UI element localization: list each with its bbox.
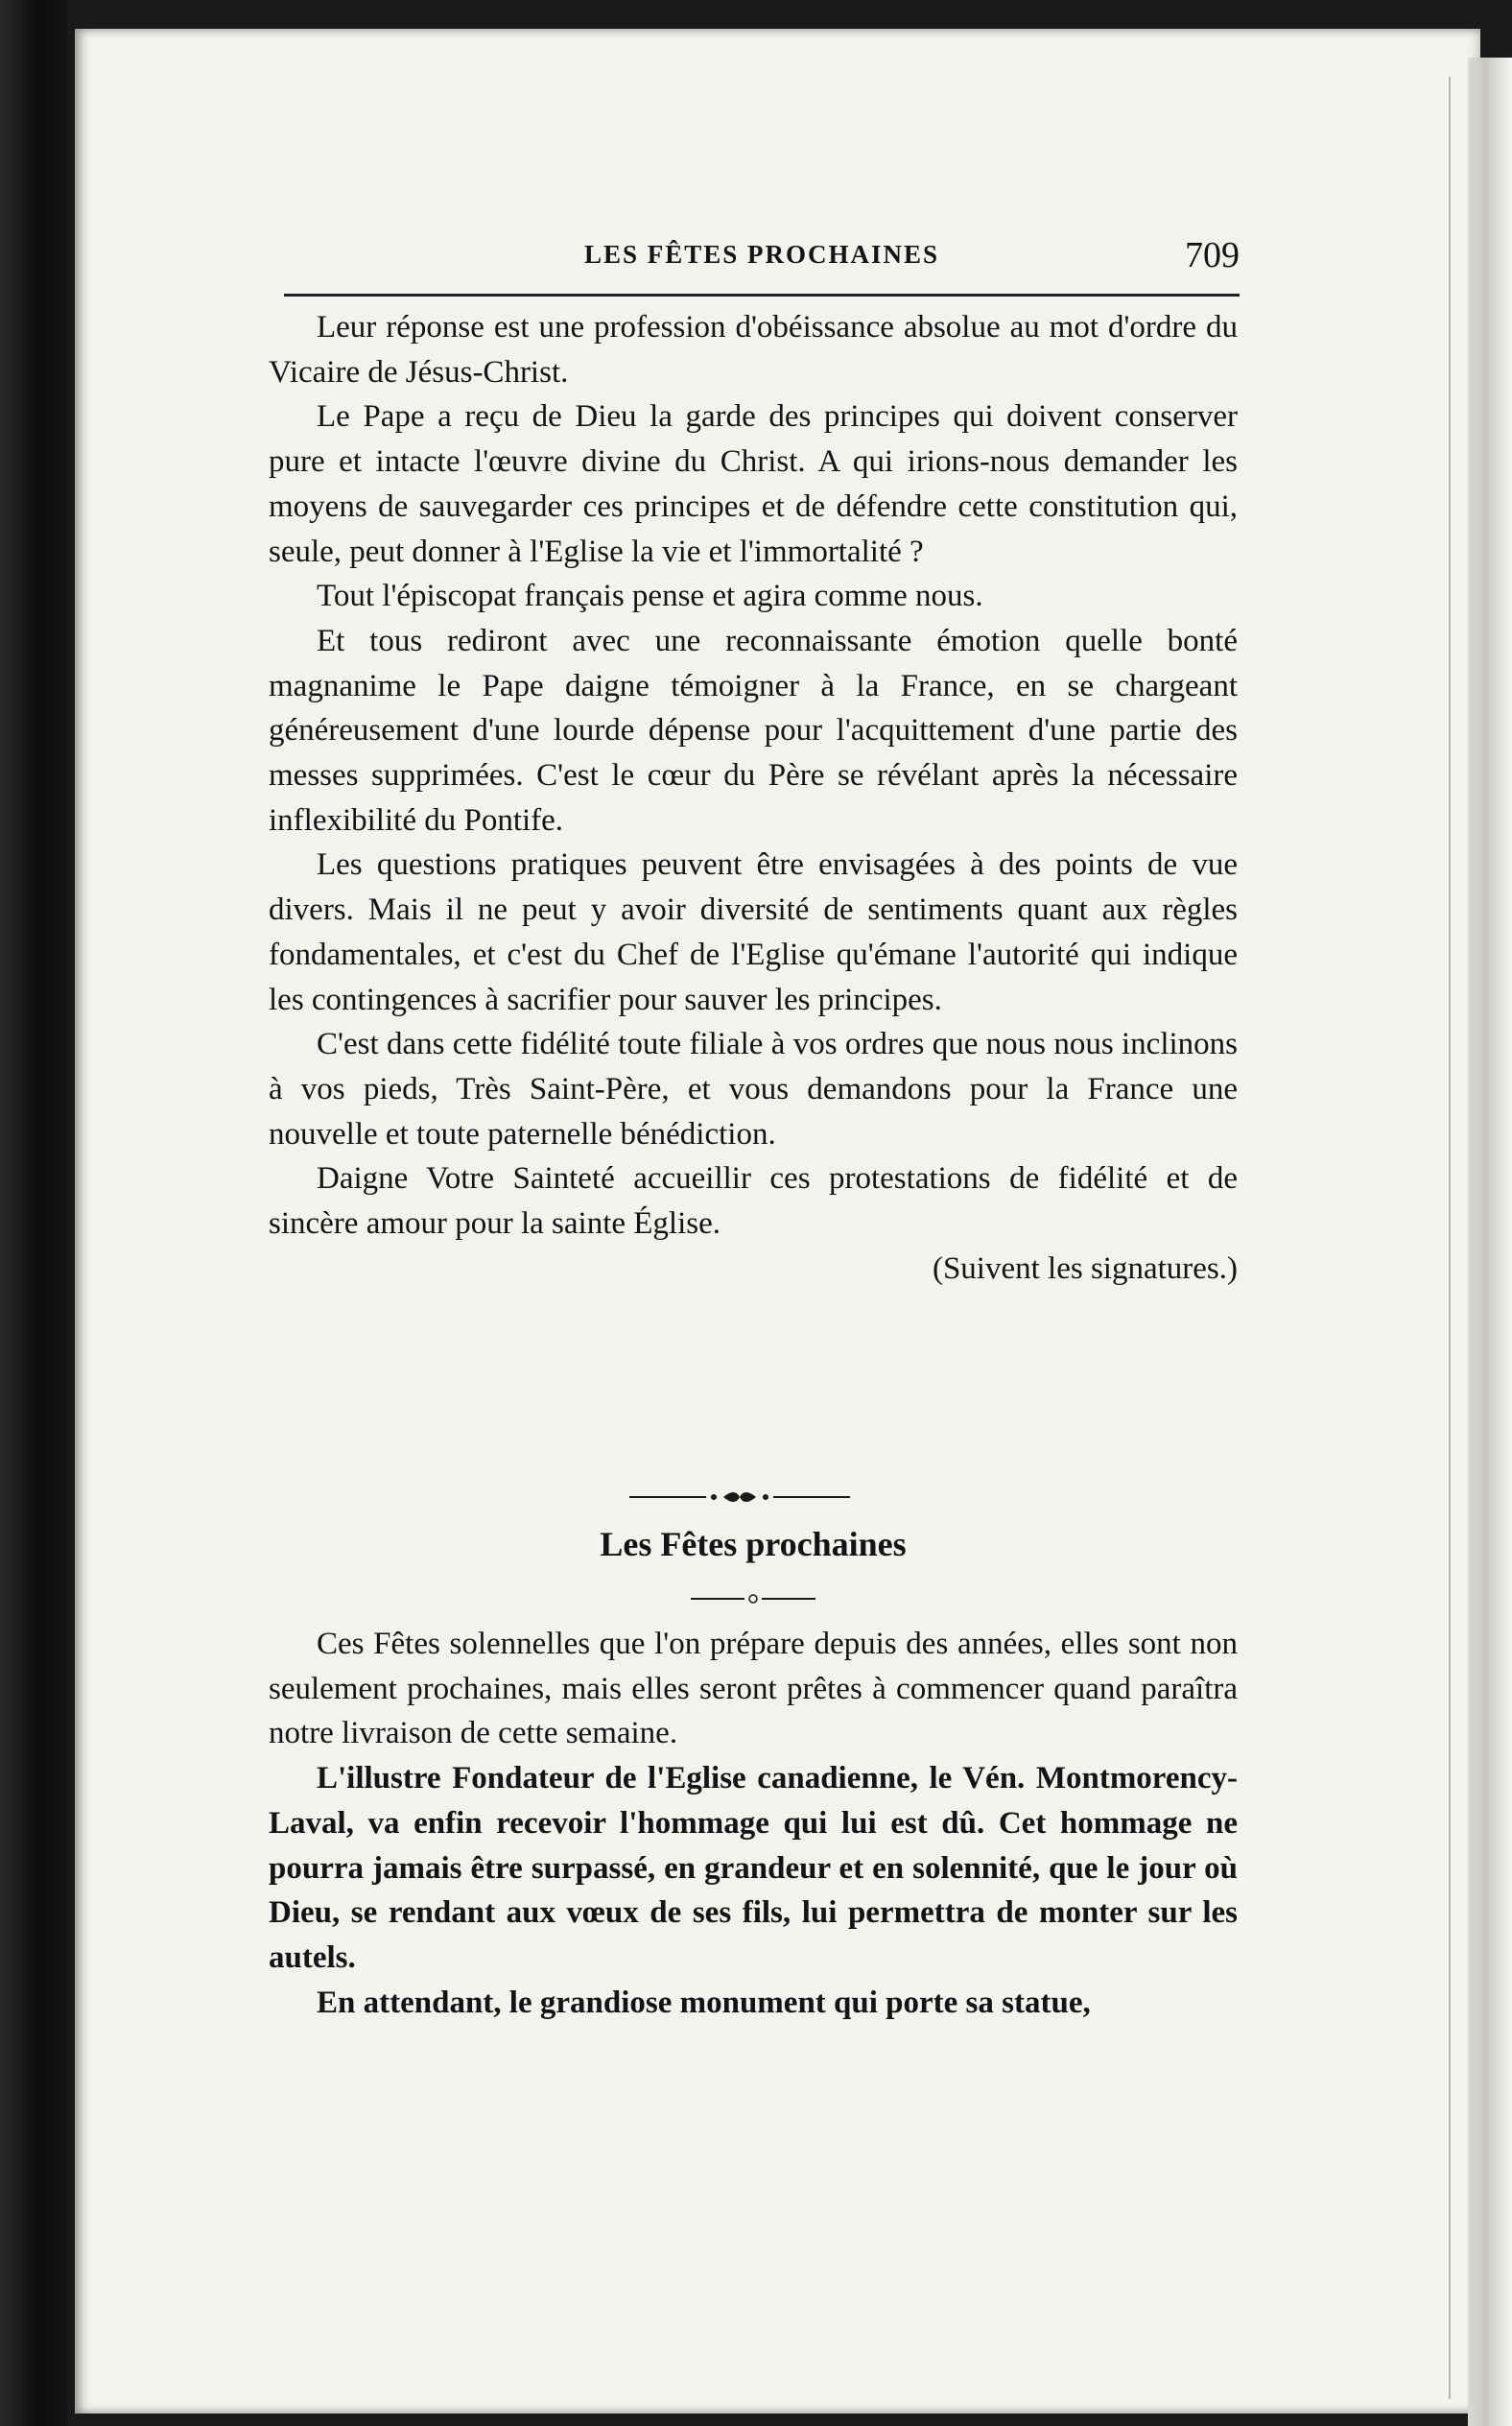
letter-paragraph: C'est dans cette fidélité toute filiale à vos ordres que nous nous inclinons à vos pieds, Très Saint-Père, et vous demandons pour la France une nouvelle et toute paternelle bénédiction. xyxy=(269,1027,1238,1152)
page-header xyxy=(284,234,1240,297)
signatures-note: (Suivent les signatures.) xyxy=(932,1250,1238,1286)
header-rule xyxy=(284,294,1240,297)
section-paragraph: Ces Fêtes solennelles que l'on prépare depuis des années, elles sont non seulement prochaines, mais elles seront prêtes à commencer quand paraîtra notre livraison de cette semaine. xyxy=(269,1627,1238,1751)
section-body xyxy=(269,1622,1238,2025)
section-paragraph: L'illustre Fondateur de l'Eglise canadienne, le Vén. Montmorency-Laval, va enfin recevoir l'hommage qui lui est dû. Cet hommage ne pourra jamais être surpassé, en grandeur et en solennité, que le jour où Dieu, se rendant aux vœux de ses fils, lui permettra de monter sur les autels. xyxy=(269,1761,1238,1975)
ornament-divider xyxy=(629,1478,850,1516)
letter-body xyxy=(269,305,1238,1291)
section-paragraph: En attendant, le grandiose monument qui porte sa statue, xyxy=(317,1985,1091,2020)
letter-paragraph: Leur réponse est une profession d'obéissance absolue au mot d'ordre du Vicaire de Jésus-Christ. xyxy=(269,310,1238,390)
scan-dark-border xyxy=(0,0,67,2426)
letter-paragraph: Le Pape a reçu de Dieu la garde des principes qui doivent conserver pure et intacte l'œuvre divine du Christ. A qui irions-nous demander les moyens de sauvegarder ces principes et de défendre cette constitution qui, seule, peut donner à l'Eglise la vie et l'immortalité ? xyxy=(269,399,1238,569)
title-divider xyxy=(691,1589,815,1608)
section-title: Les Fêtes prochaines xyxy=(600,1525,907,1563)
letter-paragraph: Et tous rediront avec une reconnaissante émotion quelle bonté magnanime le Pape daigne témoigner à la France, en se chargeant généreusement d'une lourde dépense pour l'acquittement d'une partie des messes supprimées. C'est le cœur du Père se révélant après la nécessaire inflexibilité du Pontife. xyxy=(269,623,1238,838)
page-number: 709 xyxy=(1185,235,1240,275)
page-gutter-line xyxy=(1449,77,1451,2399)
adjacent-page-edge xyxy=(1468,58,1512,2426)
letter-paragraph: Les questions pratiques peuvent être envisagées à des points de vue divers. Mais il ne peut y avoir diversité de sentiments quant aux règles fondamentales, et c'est du Chef de l'Eglise qu'émane l'autorité qui indique les contingences à sacrifier pour sauver les principes. xyxy=(269,847,1238,1017)
running-title: LES FÊTES PROCHAINES xyxy=(583,240,940,269)
letter-paragraph: Tout l'épiscopat français pense et agira comme nous. xyxy=(317,579,983,614)
letter-paragraph: Daigne Votre Sainteté accueillir ces protestations de fidélité et de sincère amour pour la sainte Église. xyxy=(269,1161,1238,1242)
